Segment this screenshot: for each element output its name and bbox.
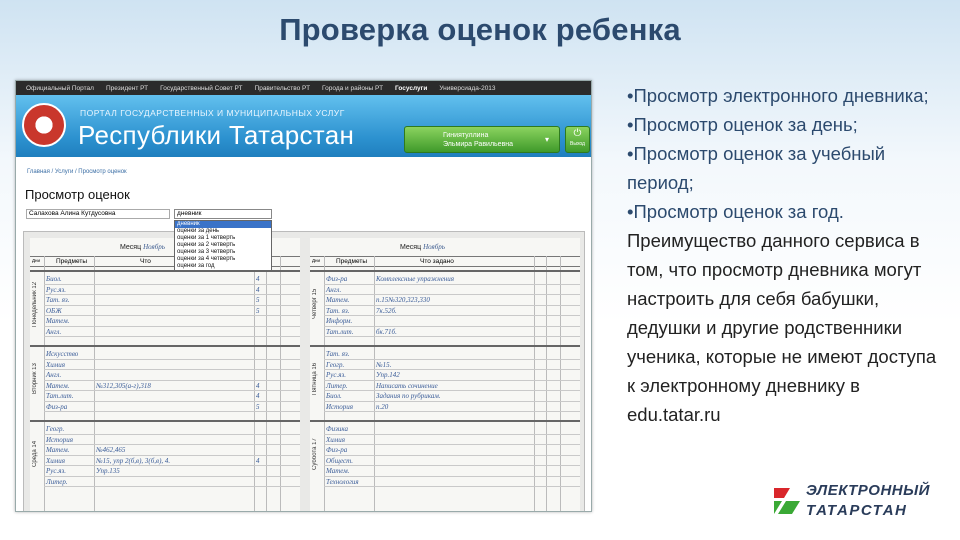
homework-cell: 7к.52б. (376, 306, 397, 315)
diary-row (324, 327, 580, 338)
diary-row (44, 435, 300, 446)
power-icon: ⏻ (573, 128, 582, 139)
homework-cell: Написать сочинение (376, 381, 438, 390)
diary-row (324, 370, 580, 381)
diary-row (324, 295, 580, 306)
diary-row (324, 391, 580, 402)
mark-cell: 4 (256, 285, 260, 294)
dropdown-option[interactable]: оценки за 3 четверть (177, 249, 236, 255)
month-value: Ноябрь (423, 243, 445, 251)
diary-page-left (30, 238, 300, 512)
diary-row (324, 435, 580, 446)
portal-screenshot (15, 80, 592, 512)
electronic-tatarstan-logo (770, 478, 945, 522)
subject-cell: Тат. яз. (46, 296, 70, 304)
mark-cell: 5 (256, 296, 260, 304)
diary-row (44, 274, 300, 285)
mode-select[interactable] (174, 209, 272, 219)
subject-col-header: Предметы (56, 258, 88, 265)
top-nav-link[interactable]: Госуслуги (395, 84, 428, 92)
mark-cell: 4 (256, 275, 260, 283)
bullet-item: •Просмотр оценок за год. (627, 201, 844, 222)
subject-cell: Искусство (46, 350, 79, 358)
diary-page-right (310, 238, 580, 512)
homework-cell: №15. (376, 360, 392, 369)
diary-row (44, 424, 300, 435)
diary-row (324, 316, 580, 327)
mark-cell: 4 (256, 456, 260, 465)
subject-col-header: Предметы (336, 258, 368, 265)
subject-cell: Биол. (46, 275, 62, 283)
homework-cell: №462,465 (96, 446, 126, 454)
month-header (120, 243, 165, 251)
chevron-down-icon[interactable]: ▾ (545, 135, 550, 144)
diary-row (44, 391, 300, 402)
subject-cell: Литер. (326, 381, 348, 390)
subject-cell: Тат.лит. (46, 392, 74, 400)
diary-row (324, 285, 580, 296)
day-label: Четверг 15 (312, 288, 318, 320)
subject-cell: Биол. (326, 392, 342, 400)
student-select[interactable]: Салахова Алина Кутдусовна (26, 209, 170, 219)
diary-row (324, 306, 580, 317)
subject-cell: Рус.яз. (46, 467, 66, 475)
logout-button[interactable] (565, 126, 590, 153)
day-col-header: Дни (312, 258, 321, 263)
subject-cell: Физика (326, 425, 348, 433)
diary-row (324, 360, 580, 371)
diary-row (324, 349, 580, 360)
slide-title: Проверка оценок ребенка (279, 12, 681, 47)
subject-cell: История (326, 402, 353, 411)
month-label: Месяц (120, 244, 144, 251)
portal-top-nav (16, 81, 591, 95)
diary-spread (23, 231, 585, 512)
subject-cell: Физ-ра (46, 402, 68, 411)
top-nav-link[interactable]: Официальный Портал (26, 84, 94, 92)
top-nav-link[interactable]: Города и районы РТ (322, 84, 384, 92)
diary-row (44, 456, 300, 467)
mark-cell: 4 (256, 392, 260, 400)
subject-cell: Англ. (46, 371, 62, 379)
diary-row (44, 370, 300, 381)
diary-row (324, 274, 580, 285)
subject-cell: Литер. (46, 477, 68, 486)
diary-row (324, 456, 580, 467)
month-value: Ноябрь (143, 243, 165, 251)
top-nav-link[interactable]: Универсиада-2013 (439, 84, 496, 92)
diary-row (324, 445, 580, 456)
mode-dropdown-list[interactable] (174, 220, 272, 271)
subject-cell: Англ. (46, 327, 62, 336)
homework-cell: Комплексные упражнения (376, 275, 455, 283)
top-nav-link[interactable]: Президент РТ (105, 84, 149, 92)
user-given-name: Эльмира Равильевна (443, 141, 514, 148)
dropdown-option[interactable]: дневник (175, 221, 271, 228)
advantage-paragraph: Преимущество данного сервиса в том, что просмотр дневника могут настроить для себя бабушки, дедушки и другие родственники ученика, которые не имеют доступа к электронному дневнику в edu.tatar.ru (627, 230, 937, 425)
subject-cell: Химия (46, 360, 65, 369)
diary-row (44, 445, 300, 456)
diary-row (324, 424, 580, 435)
subject-cell: Химия (326, 435, 345, 444)
task-col-header: Что задано (420, 258, 454, 265)
homework-cell: №312,305(а-г),318 (96, 381, 151, 390)
user-name (443, 131, 513, 149)
homework-cell: п.15№320,323,330 (376, 296, 430, 304)
subject-cell: Рус.яз. (326, 371, 346, 379)
subject-cell: Матем. (46, 446, 70, 454)
dropdown-option[interactable]: оценки за 4 четверть (177, 256, 236, 262)
logo-text-line1: ЭЛЕКТРОННЫЙ (806, 482, 930, 499)
day-block (30, 270, 300, 341)
logo-text-line2: ТАТАРСТАН (806, 502, 908, 519)
day-label: Суббота 17 (312, 438, 318, 470)
day-block (30, 345, 300, 416)
bullet-item: •Просмотр оценок за день; (627, 114, 858, 135)
banner-subtitle: ПОРТАЛ ГОСУДАРСТВЕННЫХ И МУНИЦИПАЛЬНЫХ УСЛУГ (80, 108, 345, 118)
task-col-header: Что (140, 258, 151, 265)
subject-cell: Тат. яз. (326, 306, 350, 315)
diary-row (44, 327, 300, 338)
dropdown-option[interactable]: оценки за день (177, 228, 220, 234)
subject-cell: Тат.лит. (326, 327, 354, 336)
month-header (400, 243, 445, 251)
breadcrumb[interactable]: Главная / Услуги / Просмотр оценок (27, 169, 127, 175)
day-label: Понедельник 12 (32, 281, 38, 327)
diary-row (324, 477, 580, 488)
subject-cell: Матем. (326, 467, 350, 475)
day-label: Пятница 16 (312, 362, 318, 396)
diary-row (324, 402, 580, 413)
user-menu[interactable] (404, 126, 560, 153)
top-nav-link[interactable]: Государственный Совет РТ (160, 84, 243, 92)
homework-cell: Упр.135 (96, 467, 120, 475)
day-col-header: Дни (32, 258, 41, 263)
diary-row (324, 466, 580, 477)
subject-cell: Матем. (46, 317, 70, 325)
tatarstan-emblem-icon (22, 103, 66, 147)
day-block (310, 270, 580, 341)
subject-cell: Геогр. (326, 360, 345, 369)
portal-banner (16, 95, 591, 157)
subject-cell: Физ-ра (326, 446, 348, 454)
homework-cell: п.20 (376, 402, 389, 411)
dropdown-option[interactable]: оценки за 2 четверть (177, 242, 236, 248)
homework-cell: Упр.142 (376, 371, 400, 379)
diary-row (44, 285, 300, 296)
subject-cell: Технология (326, 477, 359, 486)
day-block (310, 345, 580, 416)
page-title: Просмотр оценок (25, 187, 130, 202)
homework-cell: бк.71б. (376, 327, 397, 336)
subject-cell: Матем. (46, 381, 70, 390)
subject-cell: ОБЖ (46, 306, 62, 315)
homework-cell: №15, упр 2(б,в), 3(б,в), 4. (96, 456, 171, 465)
banner-title: Республики Татарстан (78, 120, 355, 150)
homework-cell: Задания по рубрикам. (376, 392, 441, 400)
day-label: Вторник 13 (32, 363, 38, 395)
diary-row (44, 381, 300, 392)
subject-cell: Общест. (326, 456, 354, 465)
subject-cell: Химия (46, 456, 65, 465)
dropdown-option[interactable]: оценки за год (177, 263, 215, 269)
column-header (310, 256, 580, 267)
diary-row (44, 316, 300, 327)
diary-row (44, 360, 300, 371)
mark-cell: 5 (256, 306, 260, 315)
diary-row (44, 466, 300, 477)
user-surname: Гиниятуллина (443, 132, 489, 139)
top-nav-link[interactable]: Правительство РТ (254, 84, 311, 92)
subject-cell: История (46, 435, 73, 444)
dropdown-option[interactable]: оценки за 1 четверть (177, 235, 236, 241)
mark-cell: 4 (256, 381, 260, 390)
subject-cell: Англ. (326, 285, 342, 294)
day-block (30, 420, 300, 491)
subject-cell: Физ-ра (326, 275, 348, 283)
bullet-item: •Просмотр оценок за учебный период; (627, 143, 886, 193)
diary-row (44, 477, 300, 488)
diary-row (44, 306, 300, 317)
subject-cell: Матем. (326, 296, 350, 304)
subject-cell: Рус.яз. (46, 285, 66, 294)
day-block (310, 420, 580, 491)
diary-row (324, 381, 580, 392)
day-label: Среда 14 (32, 440, 38, 468)
diary-row (44, 402, 300, 413)
bullet-item: •Просмотр электронного дневника; (627, 85, 929, 106)
subject-cell: Тат. яз. (326, 350, 350, 358)
month-label: Месяц (400, 244, 424, 251)
mode-select-value: дневник (177, 210, 202, 217)
subject-cell: Геогр. (46, 425, 65, 433)
diary-row (44, 295, 300, 306)
logout-label: Выход (570, 141, 585, 147)
mark-cell: 5 (256, 402, 260, 411)
subject-cell: Информ. (326, 317, 353, 325)
diary-row (44, 349, 300, 360)
bullet-list (627, 81, 947, 429)
logo-mark-icon (770, 484, 804, 516)
